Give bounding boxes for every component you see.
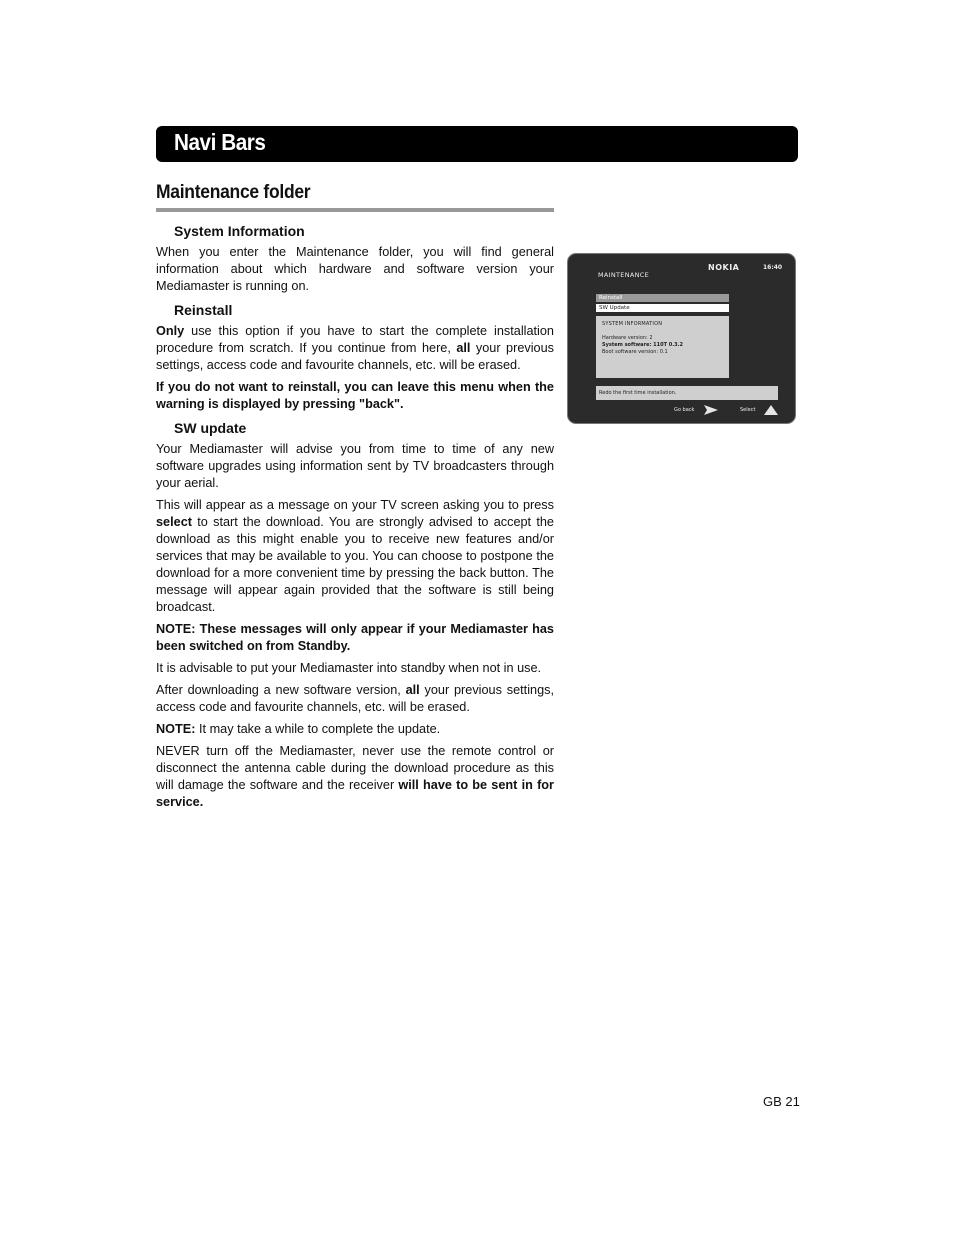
tv-menu-item-sw-update: SW Update <box>596 304 729 312</box>
sw-update-paragraph-2: This will appear as a message on your TV screen asking you to press select to start the download. You are strongly advised to accept the download as this might enable you to receive new features and/or services that may be available to you. You can choose to postpone the download for a more convenient time by pressing the back button. The message will appear again provided that the software is still being broadcast. <box>156 498 554 614</box>
sw-update-paragraph-4: After downloading a new software version, all your previous settings, access code and favourite channels, etc. will be erased. <box>156 683 554 714</box>
sw-update-paragraph-3: It is advisable to put your Mediamaster into standby when not in use. <box>156 661 542 675</box>
tv-clock: 16:40 <box>763 264 783 271</box>
tv-hardware-version: Hardware version: 2 <box>602 335 653 341</box>
tv-select-label: Select <box>740 407 756 413</box>
tv-system-info-panel <box>596 316 729 378</box>
tv-menu-item-reinstall: Reinstall <box>596 294 729 302</box>
tv-message-bar: Redo the first time installation. <box>596 386 778 400</box>
tv-system-software: System software: 110T 0.3.2 <box>602 342 683 348</box>
header-bar <box>156 126 798 162</box>
sw-update-note-2: NOTE: It may take a while to complete the update. <box>156 722 441 736</box>
tv-boot-software: Boot software version: 0.1 <box>602 349 668 355</box>
system-information-text: When you enter the Maintenance folder, you will find general information about which hardware and software version your Mediamaster is running on. <box>156 245 554 293</box>
sw-update-paragraph-5: NEVER turn off the Mediamaster, never use the remote control or disconnect the antenna cable during the download procedure as this will damage the software and the receiver will have to be sent in for service. <box>156 744 554 809</box>
sw-update-paragraph-1: Your Mediamaster will advise you from time to time of any new software upgrades using information sent by TV broadcasters through your aerial. <box>156 442 554 490</box>
tv-menu-title: MAINTENANCE <box>598 271 650 279</box>
sw-update-heading: SW update <box>174 420 247 436</box>
sw-update-note-1: NOTE: These messages will only appear if your Mediamaster has been switched on from Standby. <box>156 622 554 653</box>
select-triangle-icon <box>764 405 778 415</box>
reinstall-heading: Reinstall <box>174 302 233 318</box>
reinstall-paragraph: Only use this option if you have to start the complete installation procedure from scratch. If you continue from here, all your previous settings, access code and favourite channels, etc. will be erased. <box>156 324 554 372</box>
tv-panel-title: SYSTEM INFORMATION <box>602 321 663 327</box>
reinstall-warning: If you do not want to reinstall, you can leave this menu when the warning is displayed by pressing "back". <box>156 380 554 411</box>
page-title: Navi Bars <box>174 129 266 155</box>
system-information-heading: System Information <box>174 223 305 239</box>
section-divider <box>156 208 554 212</box>
main-text-column <box>156 222 554 816</box>
nokia-logo: NOKIA <box>708 263 740 272</box>
section-title: Maintenance folder <box>156 182 311 203</box>
back-arrow-icon <box>704 405 718 415</box>
page-number: GB 21 <box>763 1094 800 1109</box>
tv-screenshot <box>567 253 796 424</box>
tv-go-back-label: Go back <box>674 407 695 413</box>
